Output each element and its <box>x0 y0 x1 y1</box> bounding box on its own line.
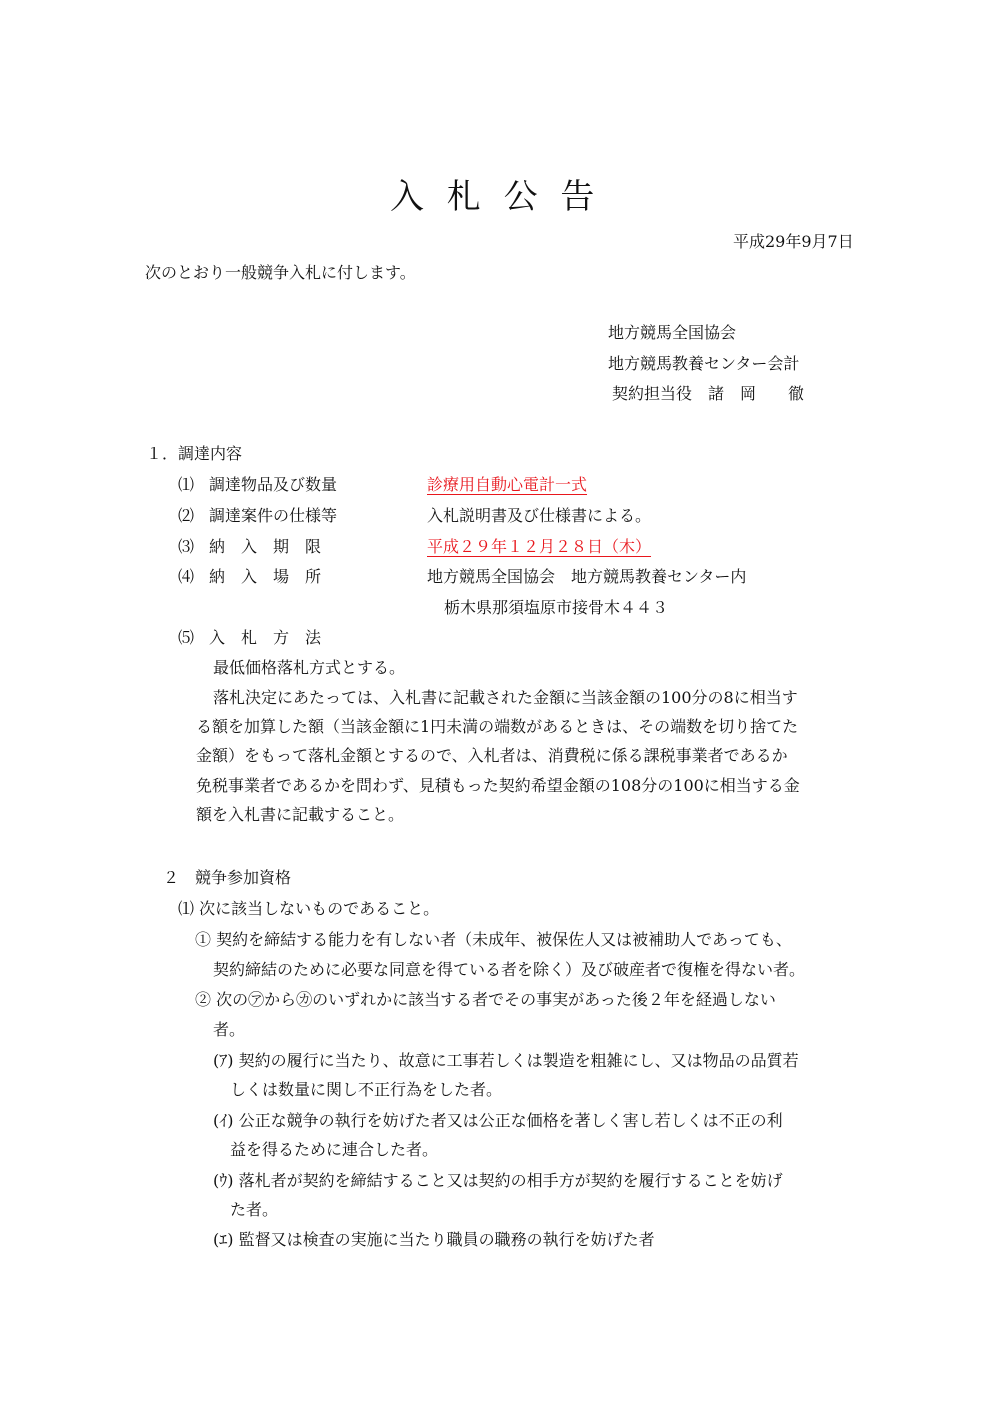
subcriteria-line: た者。 <box>230 1200 279 1219</box>
issuer-org: 地方競馬全国協会 <box>608 323 737 342</box>
criteria-line: ② 次の㋐から㋕のいずれかに該当する者でその事実があった後２年を経過しない <box>195 990 776 1009</box>
section1-heading: １．調達内容 <box>146 444 243 463</box>
item-value: 地方競馬全国協会 地方競馬教養センター内 <box>427 567 747 586</box>
intro-text: 次のとおり一般競争入札に付します。 <box>145 263 416 282</box>
method-paragraph-line: 額を入札書に記載すること。 <box>196 805 405 824</box>
issue-date: 平成29年9月7日 <box>733 232 854 251</box>
item-number: ⑷ <box>178 567 195 586</box>
item-label: 納 入 場 所 <box>209 567 322 586</box>
method-paragraph-line: 免税事業者であるかを問わず、見積もった契約希望金額の108分の100に相当する金 <box>196 776 800 795</box>
subcriteria-line: (ｱ) 契約の履行に当たり、故意に工事若しくは製造を粗雑にし、又は物品の品質若 <box>213 1051 799 1070</box>
item-number: ⑴ <box>178 475 195 494</box>
subcriteria-line: (ｳ) 落札者が契約を締結すること又は契約の相手方が契約を履行することを妨げ <box>213 1171 783 1190</box>
item-value: 入札説明書及び仕様書による。 <box>427 506 652 525</box>
page-title: 入 札 公 告 <box>390 177 599 217</box>
issuer-center: 地方競馬教養センター会計 <box>608 354 800 373</box>
criteria-line: ① 契約を締結する能力を有しない者（未成年、被保佐人又は被補助人であっても、 <box>195 930 792 949</box>
criteria-line: 者。 <box>213 1020 246 1039</box>
item-value-highlight: 診療用自動心電計一式 <box>427 475 588 494</box>
item-value-address: 栃木県那須塩原市接骨木４４３ <box>444 598 669 617</box>
section2-sub1: ⑴ 次に該当しないものであること。 <box>178 899 440 918</box>
subcriteria-line: 益を得るために連合した者。 <box>230 1140 439 1159</box>
item-label: 調達案件の仕様等 <box>209 506 338 525</box>
item-number: ⑸ <box>178 628 195 647</box>
subcriteria-line: (ｲ) 公正な競争の執行を妨げた者又は公正な価格を著しく害し若しくは不正の利 <box>213 1111 783 1130</box>
subcriteria-line: しくは数量に関し不正行為をした者。 <box>230 1080 503 1099</box>
subcriteria-line: (ｴ) 監督又は検査の実施に当たり職員の職務の執行を妨げた者 <box>213 1230 655 1249</box>
item-label: 納 入 期 限 <box>209 537 322 556</box>
method-paragraph-line: 落札決定にあたっては、入札書に記載された金額に当該金額の100分の8に相当す <box>213 688 798 707</box>
item-label: 調達物品及び数量 <box>209 475 338 494</box>
section2-heading: ２ 競争参加資格 <box>163 868 292 887</box>
item-label: 入 札 方 法 <box>209 628 322 647</box>
issuer-officer: 契約担当役 諸 岡 徹 <box>612 384 805 403</box>
item-number: ⑶ <box>178 537 195 556</box>
item-value-highlight: 平成２９年１２月２８日（木） <box>427 537 652 556</box>
method-paragraph-line: る額を加算した額（当該金額に1円未満の端数があるときは、その端数を切り捨てた <box>196 717 799 736</box>
method-paragraph-line: 金額）をもって落札金額とするので、入札者は、消費税に係る課税事業者であるか <box>196 746 788 765</box>
item-number: ⑵ <box>178 506 195 525</box>
method-text: 最低価格落札方式とする。 <box>213 658 406 677</box>
criteria-line: 契約締結のために必要な同意を得ている者を除く）及び破産者で復権を得ない者。 <box>213 960 806 979</box>
